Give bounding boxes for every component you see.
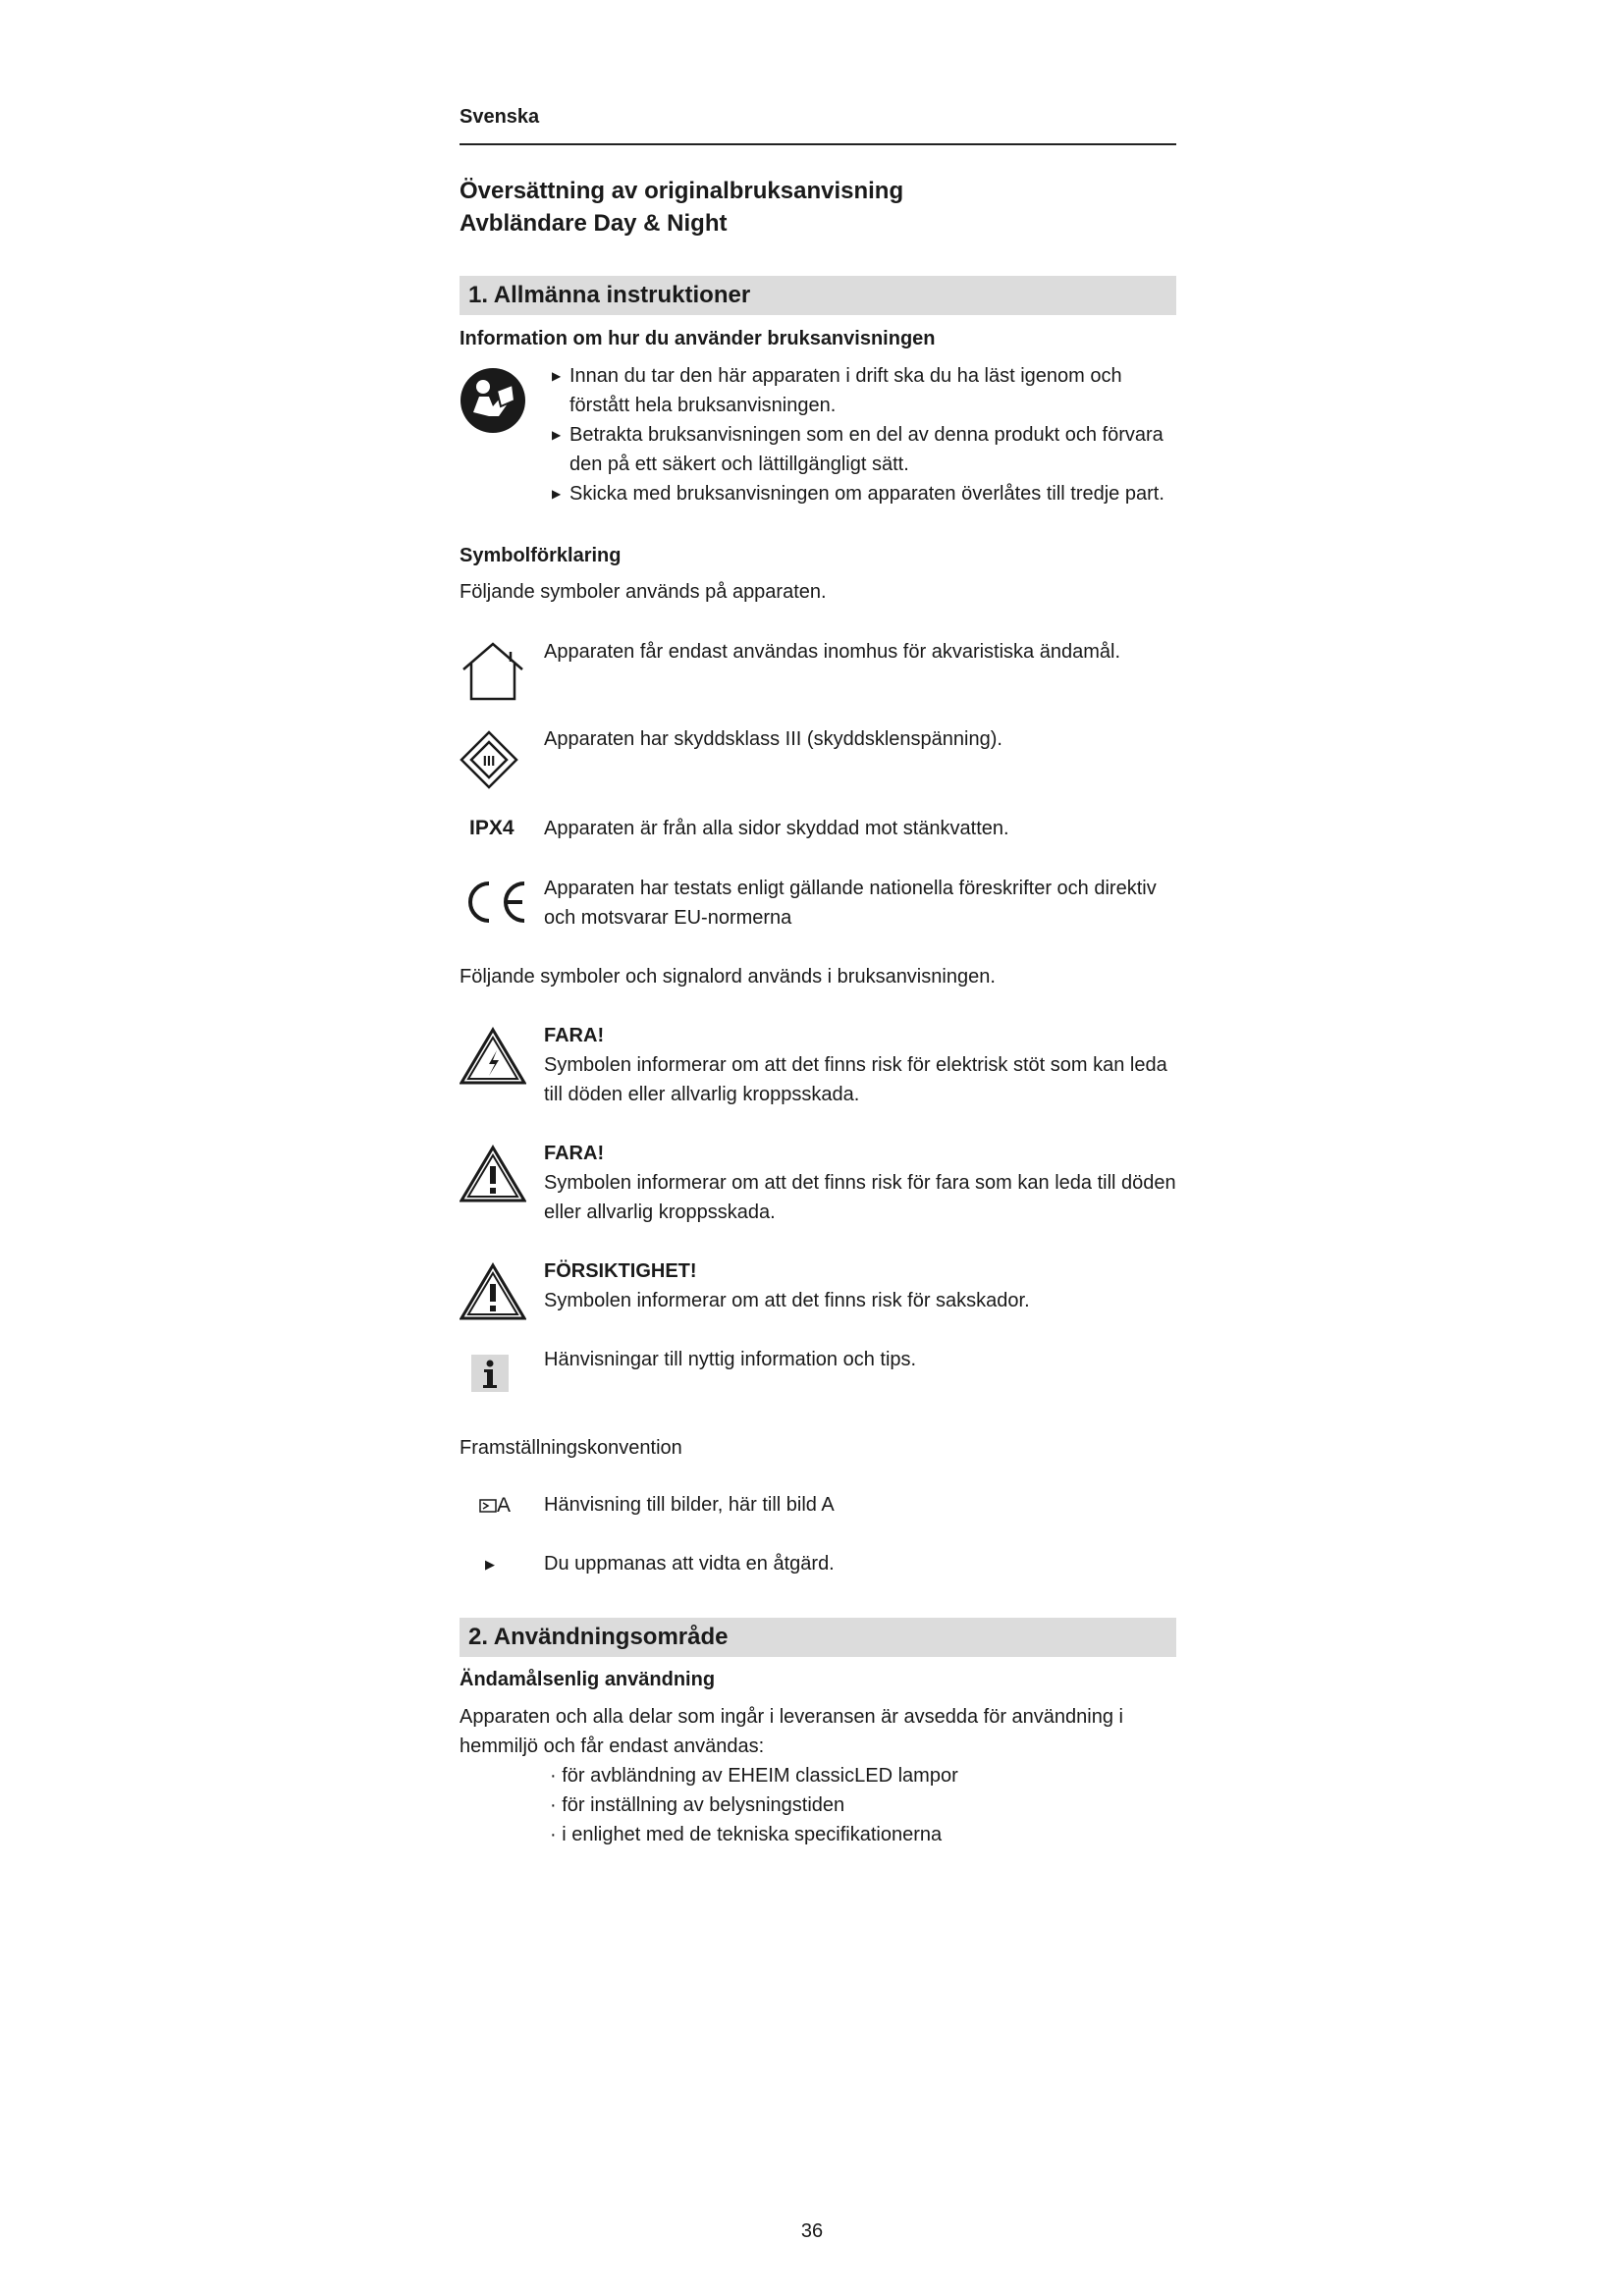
symbol-heading: Symbolförklaring bbox=[460, 545, 622, 566]
intended-use-item: · för inställning av belysningstiden bbox=[550, 1794, 845, 1816]
signal-word-danger: FARA! bbox=[544, 1143, 605, 1164]
intended-use-item: · i enlighet med de tekniska specifikationerna bbox=[550, 1824, 943, 1845]
read-manual-icon bbox=[460, 367, 526, 434]
symbol-text-protection: Apparaten har skyddsklass III (skyddsklenspänning). bbox=[544, 728, 1002, 750]
symbol-text-indoor: Apparaten får endast användas inomhus för akvaristiska ändamål. bbox=[544, 641, 1121, 663]
section-heading-2: 2. Användningsområde bbox=[460, 1618, 1176, 1657]
house-icon bbox=[460, 640, 526, 703]
bullet-icon: ▶ bbox=[552, 428, 562, 442]
signal-word-caution: FÖRSIKTIGHET! bbox=[544, 1260, 697, 1282]
title-line-1: Översättning av originalbruksanvisning bbox=[460, 178, 904, 204]
header-rule bbox=[460, 143, 1176, 145]
intended-use-intro: Apparaten och alla delar som ingår i leveransen är avsedda för användning i hemmiljö och får endast användas: bbox=[460, 1706, 1123, 1757]
section-heading-1: 1. Allmänna instruktioner bbox=[460, 276, 1176, 315]
caution-icon bbox=[460, 1262, 526, 1321]
info-bullet: ▶ Skicka med bruksanvisningen om apparaten överlåtes till tredje part. bbox=[569, 479, 1176, 508]
figure-reference bbox=[479, 1494, 511, 1518]
intended-use-heading: Ändamålsenlig användning bbox=[460, 1669, 716, 1690]
ce-mark-icon bbox=[460, 878, 530, 927]
symbol-intro: Följande symboler används på apparaten. bbox=[460, 581, 827, 603]
convention-text-action: Du uppmanas att vidta en åtgärd. bbox=[544, 1553, 835, 1575]
page-number: 36 bbox=[800, 2220, 824, 2242]
warning-caution: FÖRSIKTIGHET! Symbolen informerar om att det finns risk för sakskador. bbox=[544, 1256, 1176, 1315]
warning-electric: FARA! Symbolen informerar om att det finns risk för elektrisk stöt som kan leda till döden eller allvarlig kroppsskada. bbox=[544, 1021, 1176, 1109]
ipx4-label: IPX4 bbox=[469, 817, 514, 839]
document-title bbox=[460, 175, 903, 240]
figure-reference-icon bbox=[479, 1499, 497, 1513]
info-heading: Information om hur du använder bruksanvisningen bbox=[460, 328, 936, 349]
info-icon bbox=[471, 1355, 509, 1392]
info-bullet: ▶ Betrakta bruksanvisningen som en del av denna produkt och förvara den på ett säkert och lättillgängligt sätt. bbox=[569, 420, 1176, 479]
protection-class-iii-icon bbox=[460, 730, 518, 789]
action-arrow-icon: ▶ bbox=[485, 1557, 495, 1572]
warning-general: FARA! Symbolen informerar om att det finns risk för fara som kan leda till döden eller allvarlig kroppsskada. bbox=[544, 1139, 1176, 1227]
svg-text:III: III bbox=[482, 753, 496, 770]
manual-symbols-intro: Följande symboler och signalord används i bruksanvisningen. bbox=[460, 966, 996, 988]
symbol-text-ce: Apparaten har testats enligt gällande nationella föreskrifter och direktiv och motsvarar EU-normerna bbox=[544, 878, 1157, 929]
convention-heading: Framställningskonvention bbox=[460, 1437, 682, 1459]
convention-text-figure: Hänvisning till bilder, här till bild A bbox=[544, 1494, 835, 1516]
general-warning-icon bbox=[460, 1145, 526, 1203]
bullet-icon: ▶ bbox=[552, 369, 562, 383]
info-text: Hänvisningar till nyttig information och tips. bbox=[544, 1349, 917, 1370]
symbol-text-ipx4: Apparaten är från alla sidor skyddad mot stänkvatten. bbox=[544, 818, 1009, 839]
electric-warning-icon bbox=[460, 1027, 526, 1086]
figure-reference-label: A bbox=[497, 1494, 512, 1517]
signal-word-danger: FARA! bbox=[544, 1025, 605, 1046]
bullet-icon: ▶ bbox=[552, 487, 562, 501]
language-label: Svenska bbox=[460, 106, 540, 128]
title-line-2: Avbländare Day & Night bbox=[460, 210, 728, 237]
info-bullet: ▶ Innan du tar den här apparaten i drift ska du ha läst igenom och förstått hela bruksanvisningen. bbox=[569, 361, 1176, 420]
intended-use-item: · för avbländning av EHEIM classicLED lampor bbox=[550, 1765, 958, 1787]
